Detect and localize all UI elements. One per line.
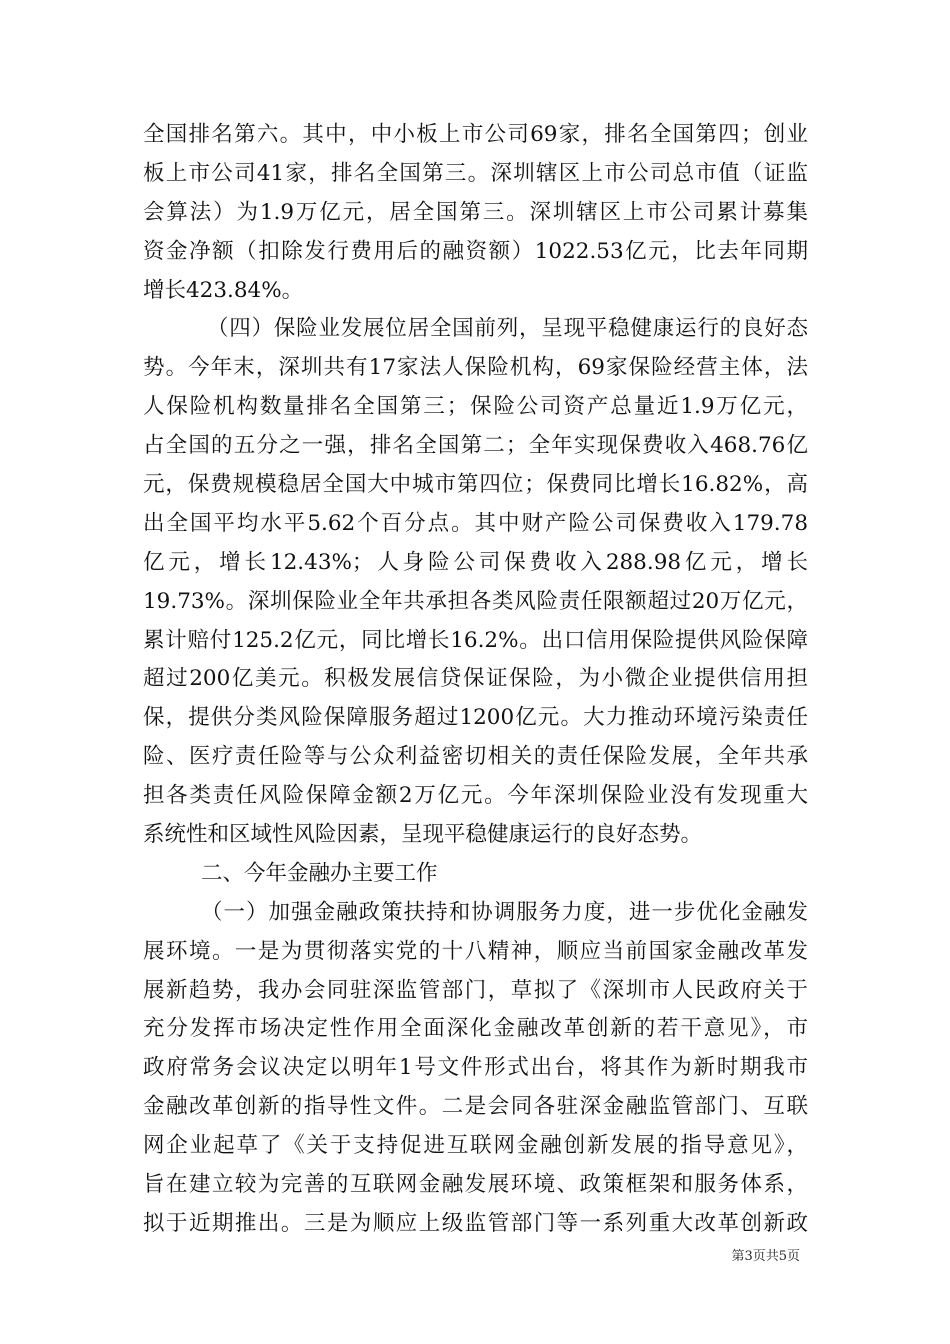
text-line: 展环境。一是为贯彻落实党的十八精神，顺应当前国家金融改革发 xyxy=(143,938,808,964)
text-line: 元，保费规模稳居全国大中城市第四位；保费同比增长16.82%，高 xyxy=(143,472,808,498)
text-line: 增长423.84%。 xyxy=(143,277,304,303)
text-line: （四）保险业发展位居全国前列，呈现平稳健康运行的良好态 xyxy=(207,316,808,342)
text-line: 势。今年末，深圳共有17家法人保险机构，69家保险经营主体，法 xyxy=(143,355,808,381)
page-number: 第3页共5页 xyxy=(731,1249,800,1264)
text-line: 拟于近期推出。三是为顺应上级监管部门等一系列重大改革创新政 xyxy=(143,1210,808,1236)
section-heading: 二、今年金融办主要工作 xyxy=(201,860,438,886)
text-line: 会算法）为1.9万亿元，居全国第三。深圳辖区上市公司累计募集 xyxy=(143,199,808,225)
text-line: 金融改革创新的指导性文件。二是会同各驻深金融监管部门、互联 xyxy=(143,1094,808,1120)
text-line: 全国排名第六。其中，中小板上市公司69家，排名全国第四；创业 xyxy=(143,122,808,147)
text-line: （一）加强金融政策扶持和协调服务力度，进一步优化金融发 xyxy=(201,899,808,925)
text-line: 担各类责任风险保障金额2万亿元。今年深圳保险业没有发现重大 xyxy=(143,783,808,809)
text-line: 板上市公司41家，排名全国第三。深圳辖区上市公司总市值（证监 xyxy=(143,160,808,186)
document-body xyxy=(143,116,808,1244)
text-line: 险、医疗责任险等与公众利益密切相关的责任保险发展，全年共承 xyxy=(143,744,808,770)
text-line: 超过200亿美元。积极发展信贷保证保险，为小微企业提供信用担 xyxy=(143,666,808,692)
text-line: 占全国的五分之一强，排名全国第二；全年实现保费收入468.76亿 xyxy=(143,433,808,459)
text-line: 展新趋势，我办会同驻深监管部门，草拟了《深圳市人民政府关于 xyxy=(143,977,808,1003)
text-line: 亿元，增长12.43%；人身险公司保费收入288.98亿元，增长 xyxy=(143,549,808,575)
text-line: 系统性和区域性风险因素，呈现平稳健康运行的良好态势。 xyxy=(143,822,703,848)
text-line: 出全国平均水平5.62个百分点。其中财产险公司保费收入179.78 xyxy=(143,510,808,536)
text-line: 保，提供分类风险保障服务超过1200亿元。大力推动环境污染责任 xyxy=(143,705,808,731)
text-line: 19.73%。深圳保险业全年共承担各类风险责任限额超过20万亿元， xyxy=(143,588,808,614)
text-line: 资金净额（扣除发行费用后的融资额）1022.53亿元，比去年同期 xyxy=(143,238,808,264)
text-line: 充分发挥市场决定性作用全面深化金融改革创新的若干意见》，市 xyxy=(143,1016,808,1042)
text-line: 政府常务会议决定以明年1号文件形式出台，将其作为新时期我市 xyxy=(143,1055,808,1081)
text-line: 人保险机构数量排名全国第三；保险公司资产总量近1.9万亿元， xyxy=(143,394,808,420)
text-line: 旨在建立较为完善的互联网金融发展环境、政策框架和服务体系， xyxy=(143,1172,808,1198)
text-line: 网企业起草了《关于支持促进互联网金融创新发展的指导意见》， xyxy=(143,1133,808,1159)
text-line: 累计赔付125.2亿元，同比增长16.2%。出口信用保险提供风险保障 xyxy=(143,627,808,653)
